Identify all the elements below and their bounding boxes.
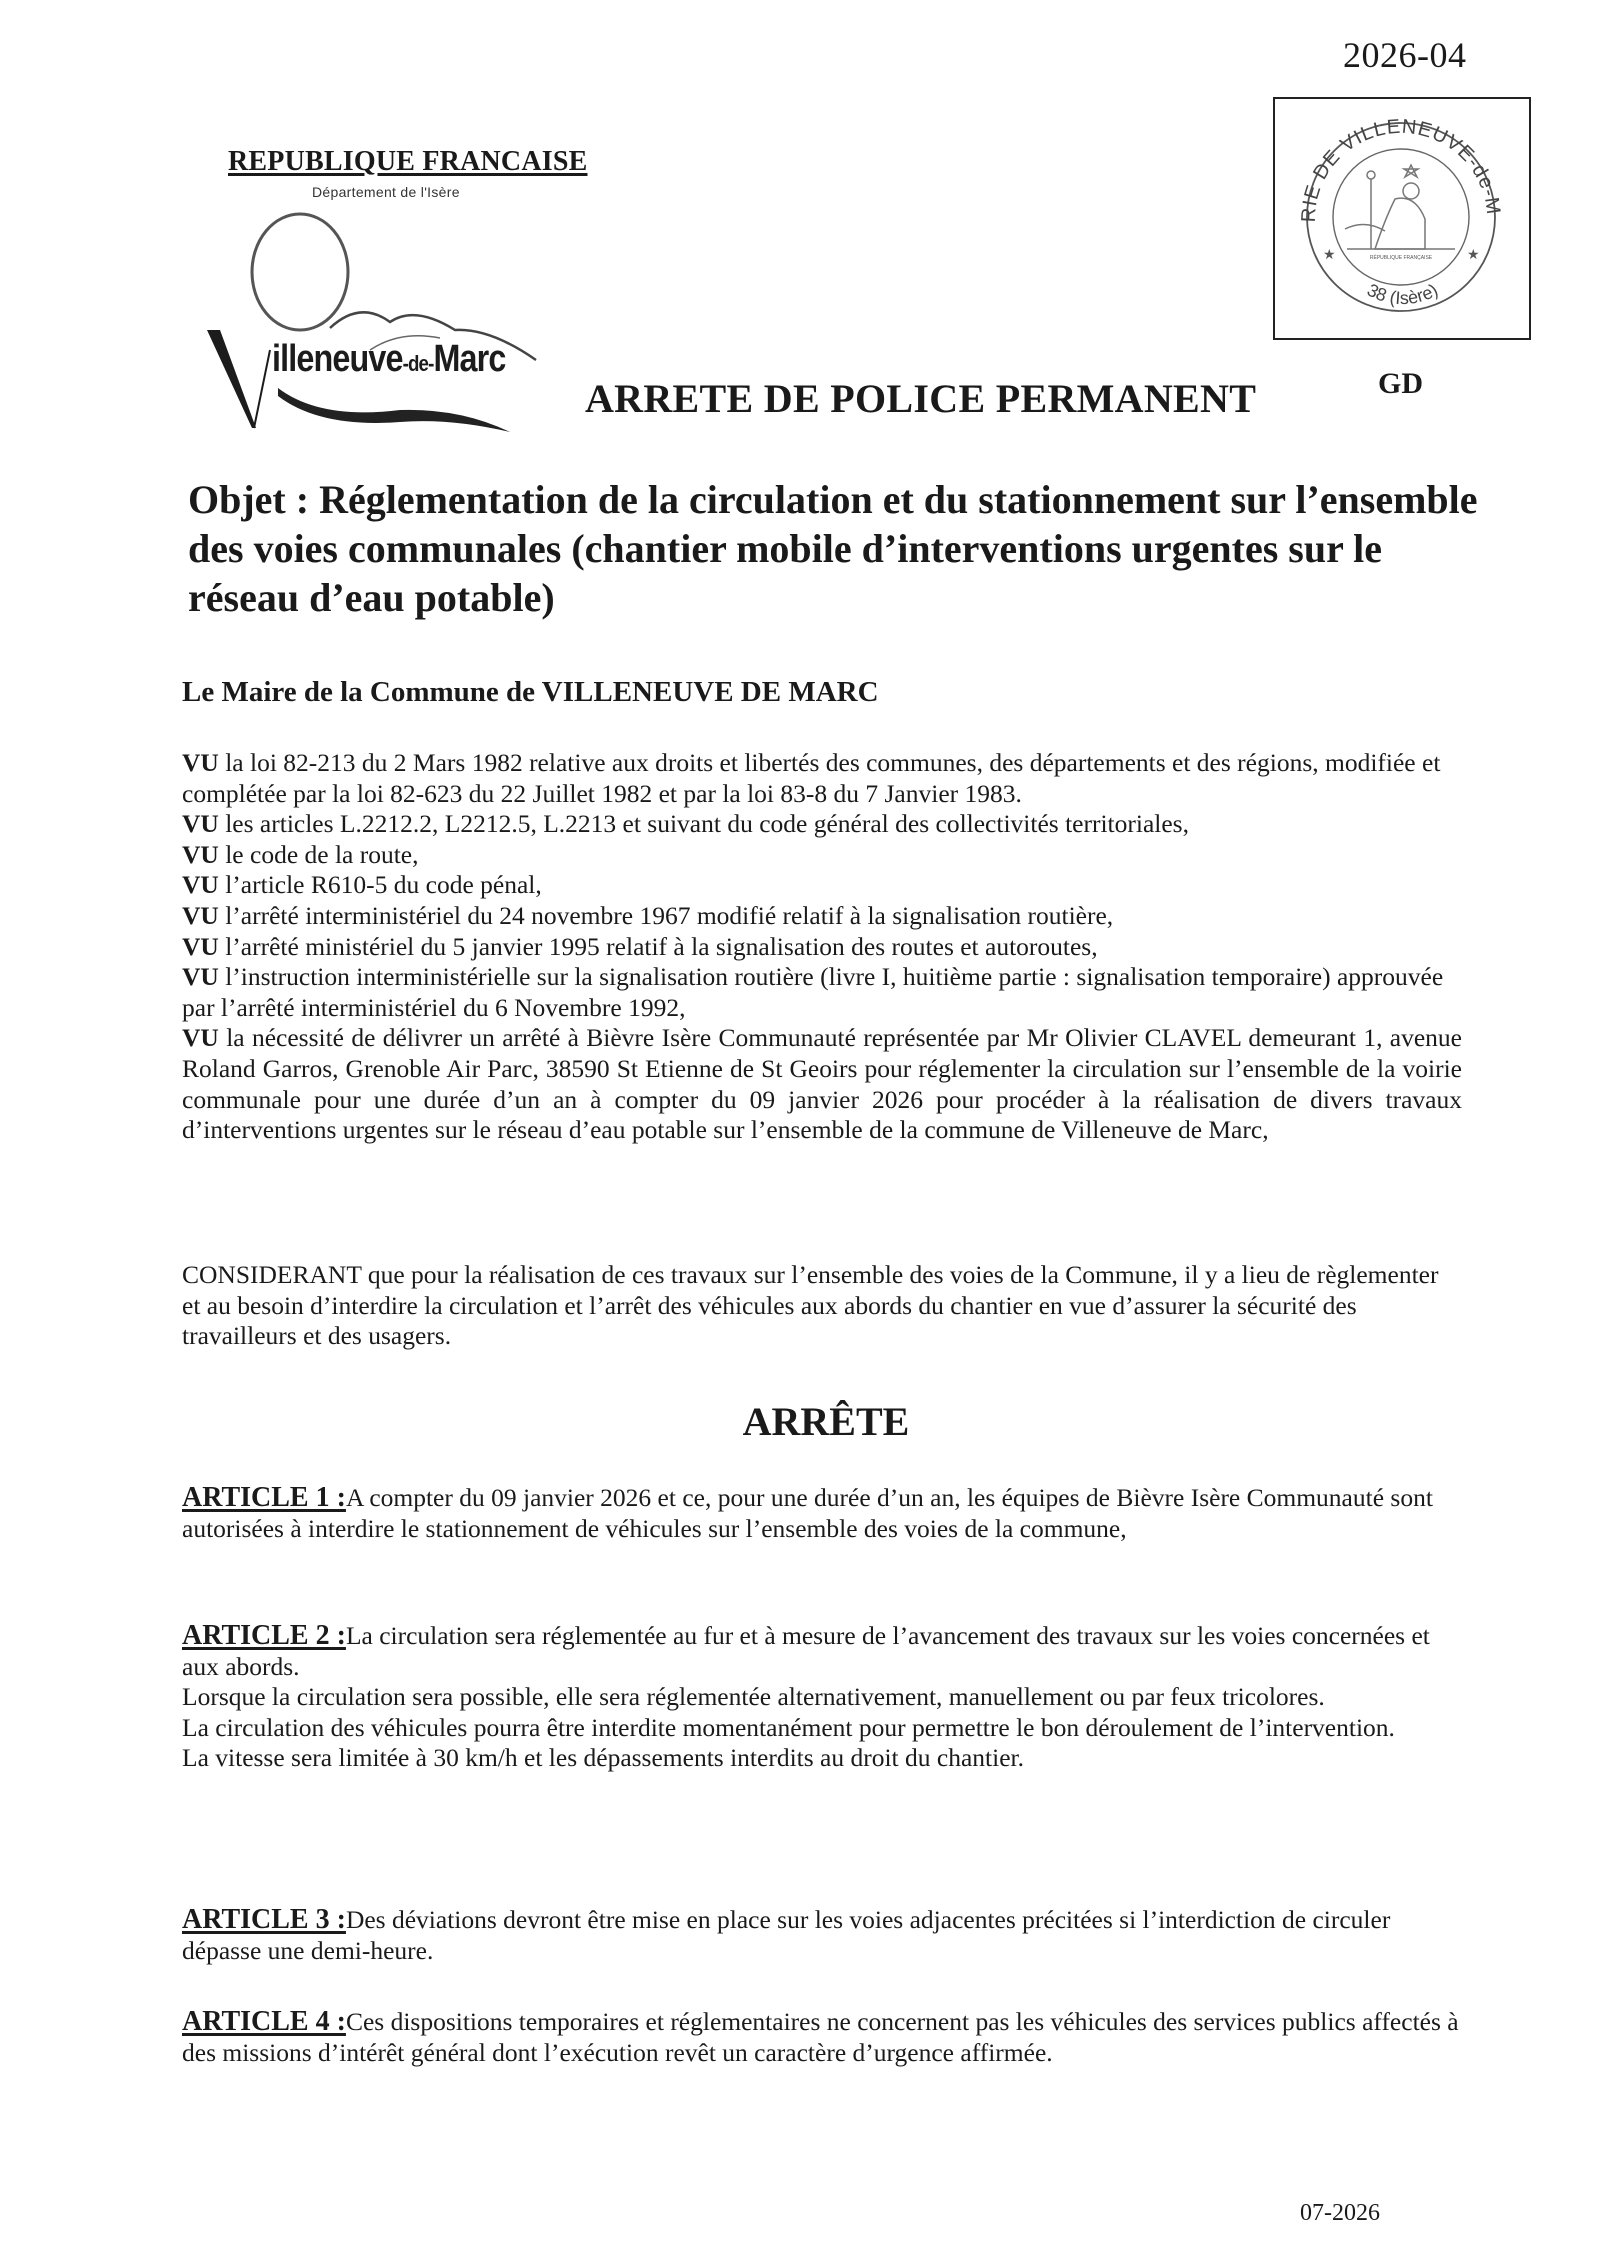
- municipality-logo: [200, 210, 560, 440]
- article-paragraph: La circulation des véhicules pourra être interdite momentanément pour permettre le bon déroulement de l’intervention.: [182, 1712, 1395, 1742]
- visas-list: [182, 748, 1462, 1146]
- visa-text: l’arrêté ministériel du 5 janvier 1995 relatif à la signalisation des routes et autoroutes,: [218, 931, 1098, 961]
- footer-page-reference: 07-2026: [1300, 2200, 1380, 2226]
- visa-item: [182, 748, 1462, 809]
- visa-label: VU: [182, 931, 219, 961]
- article-label: ARTICLE 2 :: [182, 1620, 346, 1651]
- logo-text-marc: Marc: [433, 338, 506, 380]
- visa-text: la loi 82-213 du 2 Mars 1982 relative aux droits et libertés des communes, des départements et des régions, modifiée et complétée par la loi 82-623 du 22 Juillet 1982 et par la loi 83-8 du 7 Janvier 1983.: [182, 748, 1441, 808]
- seal-star-right-icon: ★: [1467, 248, 1480, 263]
- visa-item: [182, 962, 1462, 1023]
- article-3: [182, 1905, 1462, 1966]
- visa-text: les articles L.2212.2, L2212.5, L.2213 et suivant du code général des collectivités territoriales,: [218, 809, 1189, 839]
- svg-text:38 (Isère): [1364, 280, 1441, 309]
- objet-heading: Objet : Réglementation de la circulation et du stationnement sur l’ensemble des voies communales (chantier mobile d’interventions urgentes sur le réseau d’eau potable): [188, 477, 1478, 620]
- visa-label: VU: [182, 839, 219, 869]
- republique-heading: REPUBLIQUE FRANCAISE: [228, 146, 588, 177]
- logo-text-villeneuve: illeneuve: [272, 338, 403, 380]
- initials: GD: [1378, 367, 1423, 400]
- document-type-title: ARRETE DE POLICE PERMANENT: [585, 376, 1257, 421]
- article-4: [182, 2007, 1462, 2068]
- article-paragraph: La vitesse sera limitée à 30 km/h et les dépassements interdits au droit du chantier.: [182, 1743, 1024, 1773]
- considerant-paragraph: CONSIDERANT que pour la réalisation de ces travaux sur l’ensemble des voies de la Commune, il y a lieu de règlementer et au besoin d’interdire la circulation et l’arrêt des véhicules aux abords du chantier en vue d’assurer la sécurité des travailleurs et des usagers.: [182, 1260, 1439, 1351]
- visa-item: [182, 840, 1462, 871]
- visa-item: [182, 870, 1462, 901]
- visa-label: VU: [182, 900, 219, 930]
- logo-text: [272, 338, 505, 381]
- document-number: 2026-04: [1343, 35, 1467, 75]
- visa-text: la nécessité de délivrer un arrêté à Bièvre Isère Communauté représentée par Mr Olivier CLAVEL demeurant 1, avenue Roland Garros, Grenoble Air Parc, 38590 St Etienne de St Geoirs pour réglementer la circulation sur l’ensemble de la voirie communale pour une durée d’un an à compter du 09 janvier 2026 pour procéder à la réalisation de divers travaux d’interventions urgentes sur le réseau d’eau potable sur l’ensemble de la commune de Villeneuve de Marc,: [182, 1023, 1462, 1145]
- visa-item: [182, 901, 1462, 932]
- maire-heading: Le Maire de la Commune de VILLENEUVE DE MARC: [182, 676, 879, 708]
- article-2: [182, 1621, 1462, 1774]
- visa-text: l’arrêté interministériel du 24 novembre 1967 modifié relatif à la signalisation routière,: [218, 900, 1114, 930]
- logo-text-de: -de-: [402, 351, 434, 376]
- seal-bottom-text: 38 (Isère): [1363, 279, 1442, 309]
- logo-graphic-icon: [200, 210, 560, 440]
- visa-text: l’article R610-5 du code pénal,: [218, 870, 542, 900]
- seal-star-left-icon: ★: [1323, 248, 1336, 263]
- article-label: ARTICLE 1 :: [182, 1482, 346, 1513]
- visa-item: [182, 1023, 1462, 1145]
- mairie-seal-icon: [1275, 99, 1528, 337]
- visa-label: VU: [182, 962, 219, 992]
- seal-outer-text: RIE DE VILLENEUVE-de-M: [1297, 115, 1505, 223]
- visa-text: le code de la route,: [218, 839, 419, 869]
- svg-text:MAIRIE DE VILLENEUVE-de-MARC: [1275, 99, 1504, 223]
- visa-item: [182, 809, 1462, 840]
- article-1: [182, 1483, 1462, 1544]
- article-paragraph: [182, 1621, 1462, 1682]
- visa-label: VU: [182, 809, 219, 839]
- arrete-heading: ARRÊTE: [742, 1399, 910, 1444]
- visa-label: VU: [182, 748, 219, 777]
- article-text: Ces dispositions temporaires et réglementaires ne concernent pas les véhicules des services publics affectés à des missions d’intérêt général dont l’exécution revêt un caractère d’urgence affirmée.: [182, 2007, 1459, 2067]
- visa-label: VU: [182, 870, 219, 900]
- visa-item: [182, 932, 1462, 963]
- visa-text: l’instruction interministérielle sur la signalisation routière (livre I, huitième partie : signalisation temporaire) approuvée par l’arrêté interministériel du 6 Novembre 1992,: [182, 962, 1444, 1022]
- article-label: ARTICLE 4 :: [182, 2006, 346, 2037]
- article-paragraph: Lorsque la circulation sera possible, elle sera réglementée alternativement, manuellement ou par feux tricolores.: [182, 1682, 1325, 1712]
- article-text: La circulation sera réglementée au fur et à mesure de l’avancement des travaux sur les voies concernées et aux abords.: [182, 1621, 1430, 1681]
- article-label: ARTICLE 3 :: [182, 1904, 346, 1935]
- marianne-figure-icon: [1345, 165, 1455, 249]
- article-text: Des déviations devront être mise en place sur les voies adjacentes précitées si l’interdiction de circuler dépasse une demi-heure.: [182, 1905, 1391, 1965]
- departement-subheading: Département de l'Isère: [312, 184, 460, 200]
- visa-label: VU: [182, 1023, 219, 1053]
- official-stamp-box: [1273, 97, 1531, 340]
- article-text: A compter du 09 janvier 2026 et ce, pour une durée d’un an, les équipes de Bièvre Isère Communauté sont autorisées à interdire le stationnement de véhicules sur l’ensemble des voies de la commune,: [182, 1483, 1433, 1543]
- seal-inner-text: RÉPUBLIQUE FRANÇAISE: [1369, 255, 1433, 261]
